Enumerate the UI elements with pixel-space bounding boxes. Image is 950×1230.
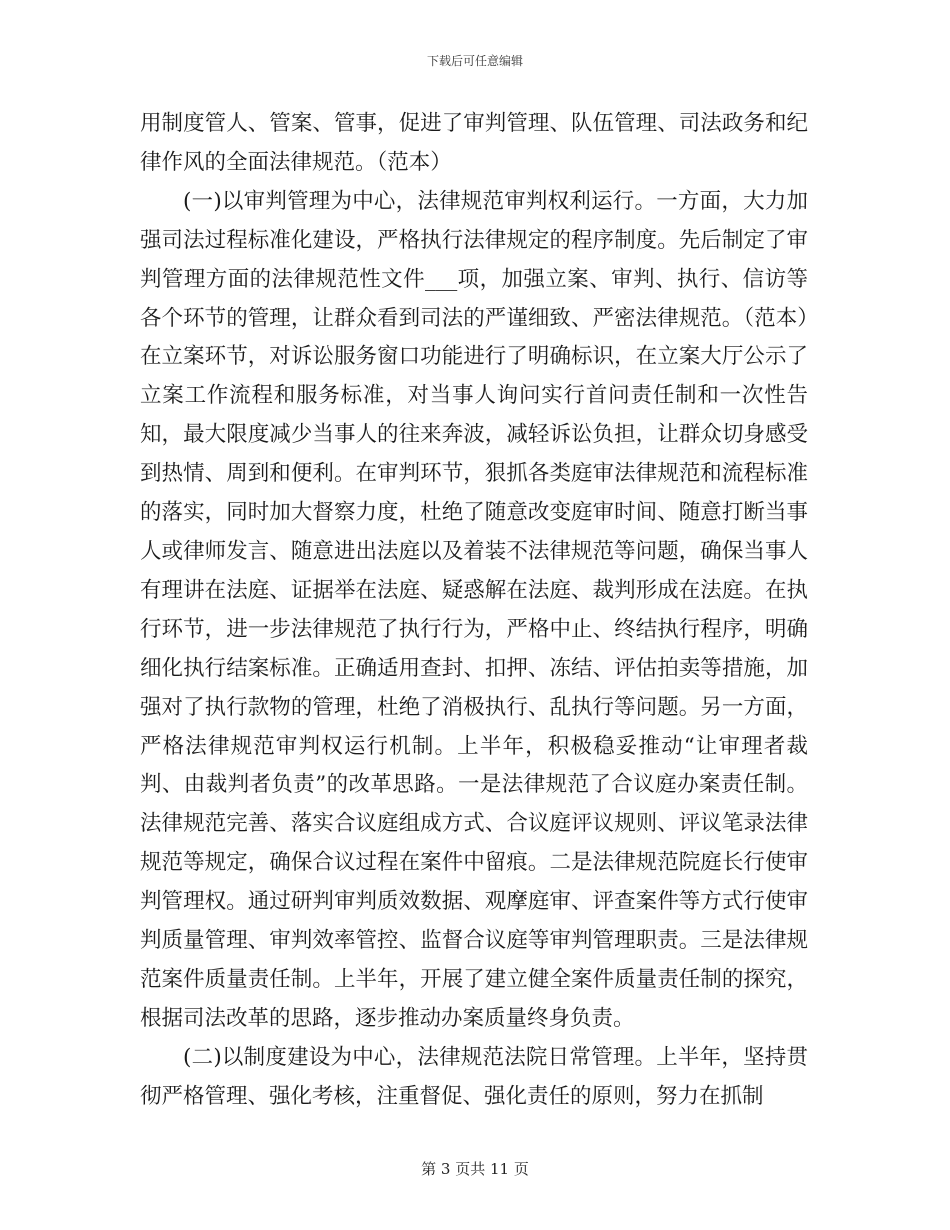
page-header: 下载后可任意编辑	[426, 54, 523, 68]
page-footer: 第 3 页共 11 页	[421, 1160, 529, 1178]
paragraph-system-construction: (二)以制度建设为中心，法律规范法院日常管理。上半年，坚持贯彻严格管理、强化考核，注重督促、强化责任的原则，努力在抓制	[140, 1044, 808, 1109]
paragraph-trial-management: (一)以审判管理为中心，法律规范审判权利运行。一方面，大力加强司法过程标准化建设，严格执行法律规定的程序制度。先后制定了审判管理方面的法律规范性文件___项，加强立案、审判、执行、信访等各个环节的管理，让群众看到司法的严谨细致、严密法律规范。（范本）在立案环节，对诉讼服务窗口功能进行了明确标识，在立案大厅公示了立案工作流程和服务标准，对当事人询问实行首问责任制和一次性告知，最大限度减少当事人的往来奔波，减轻诉讼负担，让群众切身感受到热情、周到和便利。在审判环节，狠抓各类庭审法律规范和流程标准的落实，同时加大督察力度，杜绝了随意改变庭审时间、随意打断当事人或律师发言、随意进出法庭以及着装不法律规范等问题，确保当事人有理讲在法庭、证据举在法庭、疑惑解在法庭、裁判形成在法庭。在执行环节，进一步法律规范了执行行为，严格中止、终结执行程序，明确细化执行结案标准。正确适用查封、扣押、冻结、评估拍卖等措施，加强对了执行款物的管理，杜绝了消极执行、乱执行等问题。另一方面，严格法律规范审判权运行机制。上半年，积极稳妥推动“让审理者裁判、由裁判者负责”的改革思路。一是法律规范了合议庭办案责任制。法律规范完善、落实合议庭组成方式、合议庭评议规则、评议笔录法律规范等规定，确保合议过程在案件中留痕。二是法律规范院庭长行使审判管理权。通过研判审判质效数据、观摩庭审、评查案件等方式行使审判质量管理、审判效率管控、监督合议庭等审判管理职责。三是法律规范案件质量责任制。上半年，开展了建立健全案件质量责任制的探究，根据司法改革的思路，逐步推动办案质量终身负责。	[140, 188, 808, 1031]
paragraph-continuation: 用制度管人、管案、管事，促进了审判管理、队伍管理、司法政务和纪律作风的全面法律规范。（范本）	[140, 111, 808, 175]
document-body	[140, 105, 808, 1117]
